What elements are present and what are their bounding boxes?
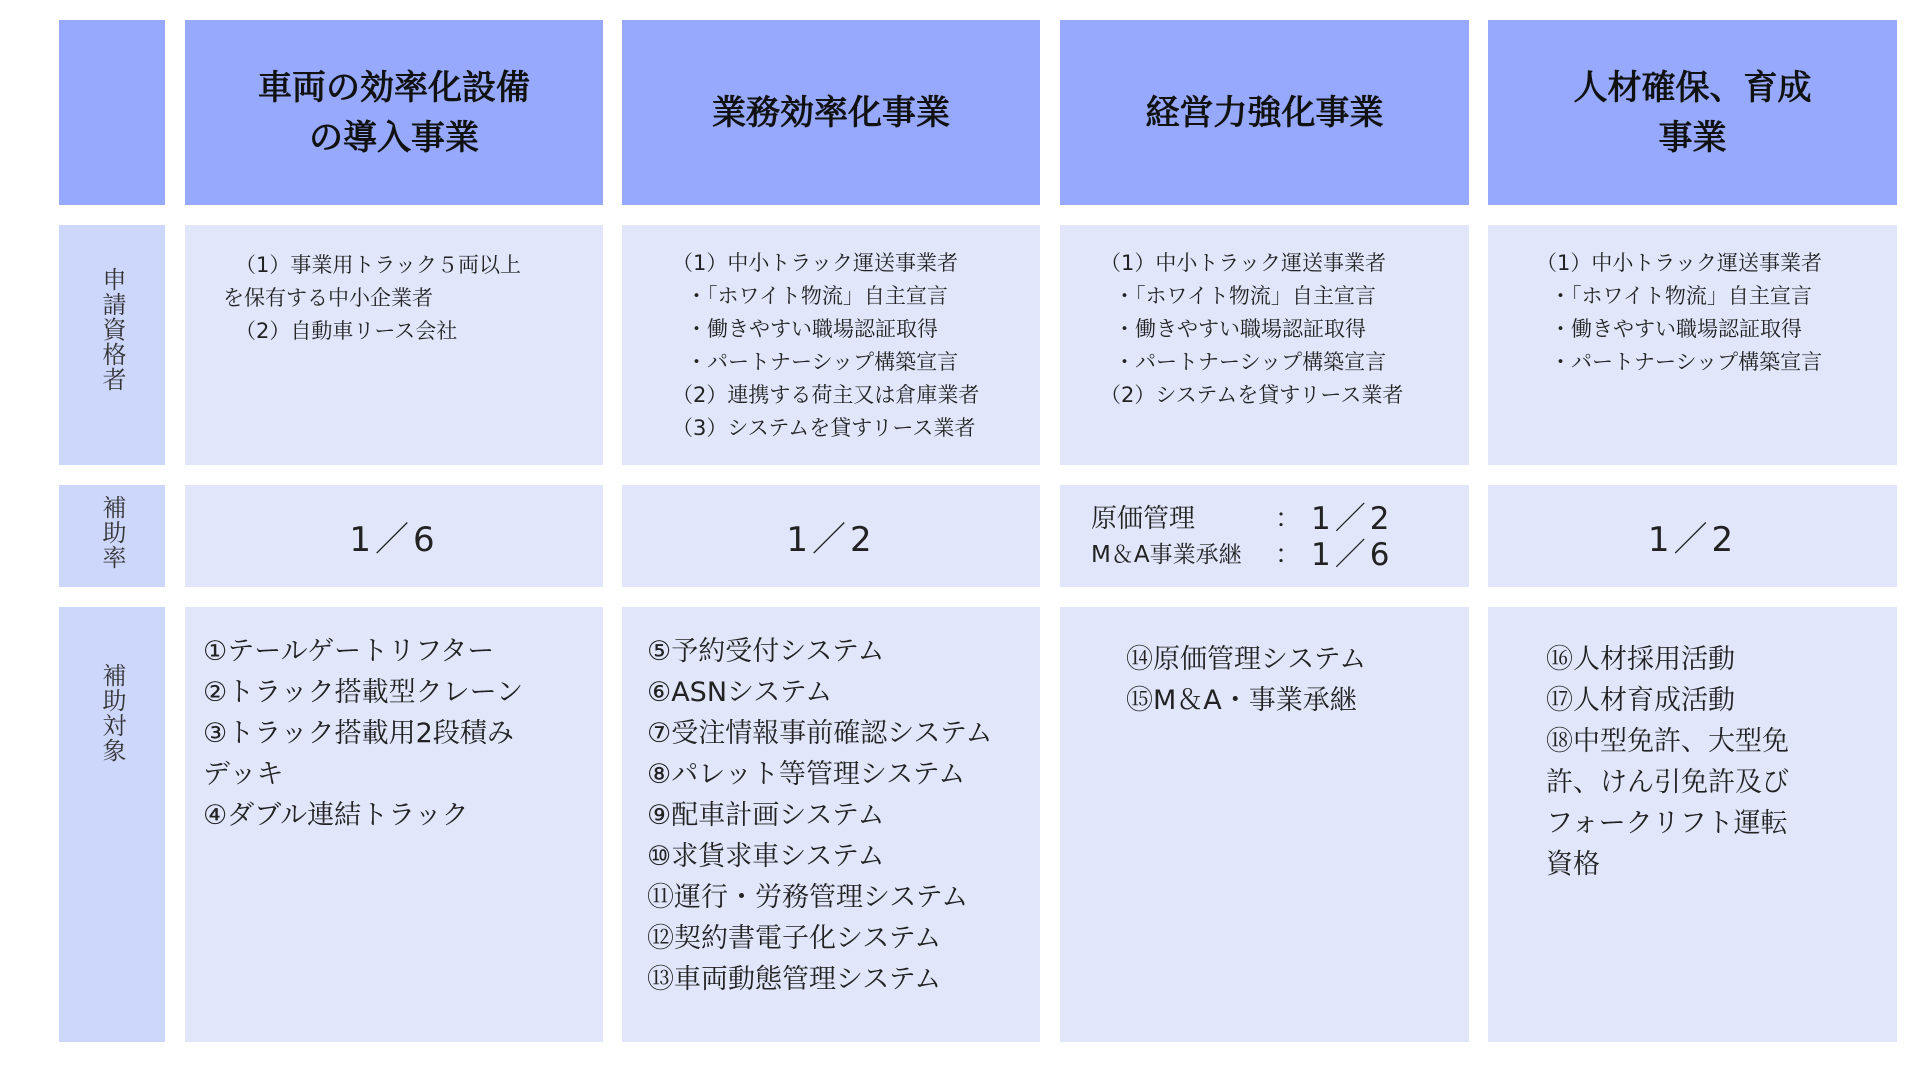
eligibility-cell-business bbox=[622, 225, 1040, 465]
list-item: 許、けん引免許及び bbox=[1546, 767, 1789, 798]
list-item: （2）システムを貸すリース業者 bbox=[1100, 383, 1404, 407]
list-item: ③トラック搭載用2段積み bbox=[203, 718, 514, 749]
eligibility-list bbox=[1536, 247, 1822, 379]
list-item: ⑧パレット等管理システム bbox=[647, 759, 966, 790]
list-item: ④ダブル連結トラック bbox=[203, 800, 469, 831]
list-item: ⑥ASNシステム bbox=[647, 677, 833, 708]
eligibility-list bbox=[1100, 247, 1403, 412]
list-item: （1）中小トラック運送事業者 bbox=[672, 251, 958, 275]
list-item: （1）中小トラック運送事業者 bbox=[1100, 251, 1386, 275]
rate-label: M＆A事業承継 bbox=[1091, 542, 1242, 568]
list-item: ・働きやすい職場認証取得 bbox=[1550, 317, 1802, 341]
list-item: ・働きやすい職場認証取得 bbox=[686, 317, 938, 341]
list-item: ⑪運行・労務管理システム bbox=[647, 882, 969, 913]
row-label-text: 補助対象 bbox=[98, 663, 126, 763]
rate-value: 1／6 bbox=[1311, 537, 1394, 573]
row-label-text: 補助率 bbox=[98, 495, 126, 570]
column-title: 経営力強化事業 bbox=[1145, 92, 1384, 133]
targets-list bbox=[1126, 639, 1366, 721]
column-header-vehicle-efficiency bbox=[185, 20, 603, 205]
list-item: ・「ホワイト物流」自主宣言 bbox=[1114, 284, 1376, 308]
list-item: （3）システムを貸すリース業者 bbox=[672, 416, 976, 440]
eligibility-list bbox=[672, 247, 979, 445]
rate-label: 原価管理 bbox=[1091, 504, 1196, 534]
rate-cell-vehicle bbox=[185, 485, 603, 587]
eligibility-list bbox=[223, 249, 521, 348]
targets-cell-business bbox=[622, 607, 1040, 1042]
rate-colon: ： bbox=[1275, 540, 1302, 570]
targets-list bbox=[647, 631, 993, 1000]
list-item: ⑱中型免許、大型免 bbox=[1546, 726, 1789, 757]
targets-cell-human-resources bbox=[1488, 607, 1897, 1042]
list-item: フォークリフト運転 bbox=[1546, 808, 1788, 839]
list-item: ①テールゲートリフター bbox=[203, 636, 495, 667]
list-item: ・パートナーシップ構築宣言 bbox=[1114, 350, 1387, 374]
targets-list bbox=[203, 631, 523, 836]
eligibility-cell-human-resources bbox=[1488, 225, 1897, 465]
column-title: 人材確保、育成 事業 bbox=[1573, 67, 1812, 158]
list-item: ⑰人材育成活動 bbox=[1546, 685, 1735, 716]
column-header-management-strengthening bbox=[1060, 20, 1469, 205]
rate-cell-human-resources bbox=[1488, 485, 1897, 587]
list-item: ・パートナーシップ構築宣言 bbox=[1550, 350, 1823, 374]
list-item: ⑮M＆A・事業承継 bbox=[1126, 685, 1357, 716]
list-item: を保有する中小企業者 bbox=[223, 286, 433, 310]
list-item: 資格 bbox=[1546, 849, 1600, 880]
column-header-business-efficiency bbox=[622, 20, 1040, 205]
list-item: ・パートナーシップ構築宣言 bbox=[686, 350, 959, 374]
subsidy-rate: 1／2 bbox=[1647, 519, 1738, 560]
eligibility-cell-vehicle bbox=[185, 225, 603, 465]
list-item: （1）事業用トラック５両以上 bbox=[235, 253, 521, 277]
eligibility-cell-management bbox=[1060, 225, 1469, 465]
targets-list bbox=[1546, 639, 1789, 885]
list-item: ⑫契約書電子化システム bbox=[647, 923, 942, 954]
list-item: ②トラック搭載型クレーン bbox=[203, 677, 524, 708]
rate-line-ma-succession bbox=[1091, 537, 1451, 573]
targets-cell-vehicle bbox=[185, 607, 603, 1042]
list-item: ⑬車両動態管理システム bbox=[647, 964, 942, 995]
row-label-targets bbox=[59, 607, 165, 1042]
list-item: （2）自動車リース会社 bbox=[235, 319, 458, 343]
list-item: ⑭原価管理システム bbox=[1126, 644, 1367, 675]
list-item: ・働きやすい職場認証取得 bbox=[1114, 317, 1366, 341]
targets-cell-management bbox=[1060, 607, 1469, 1042]
rate-value: 1／2 bbox=[1311, 501, 1394, 537]
rate-line-cost-management bbox=[1091, 501, 1451, 537]
list-item: デッキ bbox=[203, 759, 284, 790]
column-title: 業務効率化事業 bbox=[712, 92, 950, 133]
rate-cell-business bbox=[622, 485, 1040, 587]
row-label-rate bbox=[59, 485, 165, 587]
row-label-eligibility bbox=[59, 225, 165, 465]
list-item: （1）中小トラック運送事業者 bbox=[1536, 251, 1822, 275]
list-item: ⑩求貨求車システム bbox=[647, 841, 885, 872]
column-title: 車両の効率化設備 の導入事業 bbox=[258, 67, 530, 158]
list-item: ⑨配車計画システム bbox=[647, 800, 885, 831]
subsidy-rate: 1／6 bbox=[349, 519, 439, 560]
list-item: ・「ホワイト物流」自主宣言 bbox=[686, 284, 948, 308]
row-label-text: 申請資格者 bbox=[98, 267, 126, 392]
list-item: （2）連携する荷主又は倉庫業者 bbox=[672, 383, 980, 407]
list-item: ⑯人材採用活動 bbox=[1546, 644, 1735, 675]
header-corner-cell bbox=[59, 20, 165, 205]
subsidy-rate: 1／2 bbox=[786, 519, 876, 560]
list-item: ⑤予約受付システム bbox=[647, 636, 885, 667]
list-item: ・「ホワイト物流」自主宣言 bbox=[1550, 284, 1812, 308]
rate-cell-management bbox=[1060, 485, 1469, 587]
column-header-human-resources bbox=[1488, 20, 1897, 205]
subsidy-rate-breakdown bbox=[1091, 501, 1451, 573]
rate-colon: ： bbox=[1275, 504, 1302, 534]
list-item: ⑦受注情報事前確認システム bbox=[647, 718, 993, 749]
